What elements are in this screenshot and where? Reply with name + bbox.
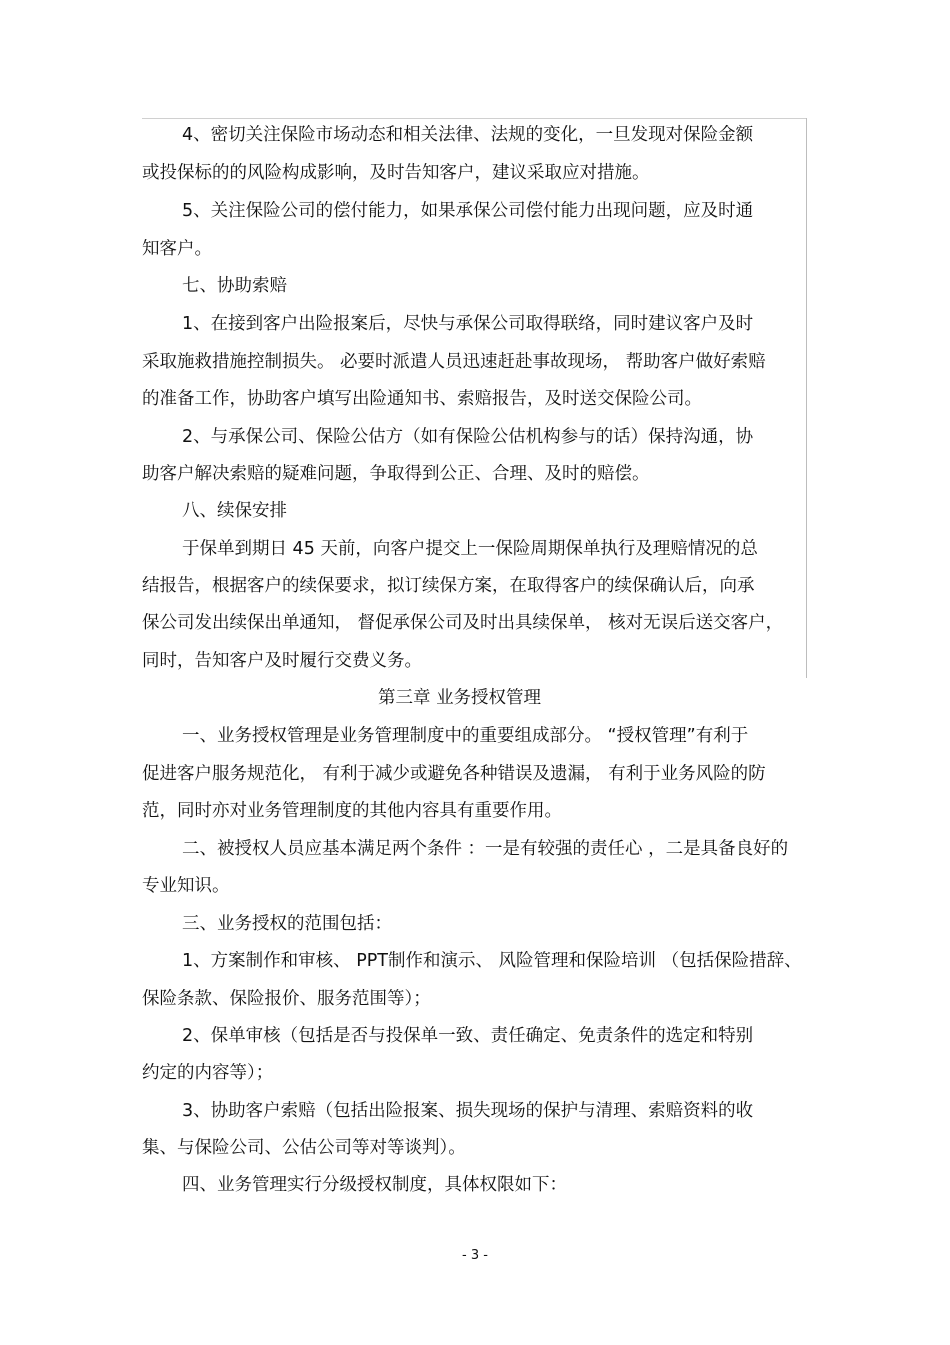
text-line: 采取施救措施控制损失。 必要时派遣人员迅速赶赴事故现场， 帮助客户做好索赔 bbox=[142, 352, 766, 372]
section-heading: 八、续保安排 bbox=[182, 501, 287, 521]
text-line: 二、被授权人员应基本满足两个条件 ：一是有较强的责任心 ，二是具备良好的 bbox=[182, 839, 789, 859]
text-line: 3、协助客户索赔（包括出险报案、损失现场的保护与清理、索赔资料的收 bbox=[182, 1101, 754, 1121]
chapter-title: 第三章 业务授权管理 bbox=[378, 688, 542, 708]
text-line: 同时，告知客户及时履行交费义务。 bbox=[142, 651, 422, 671]
text-line: 范，同时亦对业务管理制度的其他内容具有重要作用。 bbox=[142, 801, 562, 821]
text-line: 结报告，根据客户的续保要求，拟订续保方案，在取得客户的续保确认后，向承 bbox=[142, 576, 755, 596]
text-line: 保险条款、保险报价、服务范围等）； bbox=[142, 989, 431, 1009]
text-line: 约定的内容等）； bbox=[142, 1063, 274, 1083]
text-line: 促进客户服务规范化， 有利于减少或避免各种错误及遗漏， 有利于业务风险的防 bbox=[142, 764, 766, 784]
text-line: 2、保单审核（包括是否与投保单一致、责任确定、免责条件的选定和特别 bbox=[182, 1026, 754, 1046]
text-line: 1、方案制作和审核、 PPT制作和演示、 风险管理和保险培训 （包括保险措辞、 bbox=[182, 951, 802, 971]
section-heading: 七、协助索赔 bbox=[182, 276, 287, 296]
text-line: 4、密切关注保险市场动态和相关法律、法规的变化，一旦发现对保险金额 bbox=[182, 125, 754, 145]
text-line: 的准备工作，协助客户填写出险通知书、索赔报告，及时送交保险公司。 bbox=[142, 389, 702, 409]
text-line: 四、业务管理实行分级授权制度，具体权限如下： bbox=[182, 1175, 567, 1195]
text-line: 保公司发出续保出单通知， 督促承保公司及时出具续保单， 核对无误后送交客户， bbox=[142, 613, 784, 633]
section-heading: 三、业务授权的范围包括： bbox=[182, 914, 392, 934]
text-line: 2、与承保公司、保险公估方（如有保险公估机构参与的话）保持沟通，协 bbox=[182, 427, 754, 447]
text-line: 助客户解决索赔的疑难问题，争取得到公正、合理、及时的赔偿。 bbox=[142, 464, 650, 484]
text-line: 专业知识。 bbox=[142, 876, 230, 896]
text-line: 集、与保险公司、公估公司等对等谈判）。 bbox=[142, 1138, 466, 1158]
text-line: 知客户。 bbox=[142, 239, 212, 259]
text-line: 一、业务授权管理是业务管理制度中的重要组成部分。 “授权管理”有利于 bbox=[182, 726, 749, 746]
text-line: 1、在接到客户出险报案后，尽快与承保公司取得联络，同时建议客户及时 bbox=[182, 314, 754, 334]
text-line: 5、关注保险公司的偿付能力，如果承保公司偿付能力出现问题，应及时通 bbox=[182, 201, 754, 221]
text-line: 于保单到期日 45 天前，向客户提交上一保险周期保单执行及理赔情况的总 bbox=[182, 539, 758, 559]
page-number: - 3 - bbox=[462, 1248, 488, 1263]
text-line: 或投保标的的风险构成影响，及时告知客户，建议采取应对措施。 bbox=[142, 163, 650, 183]
